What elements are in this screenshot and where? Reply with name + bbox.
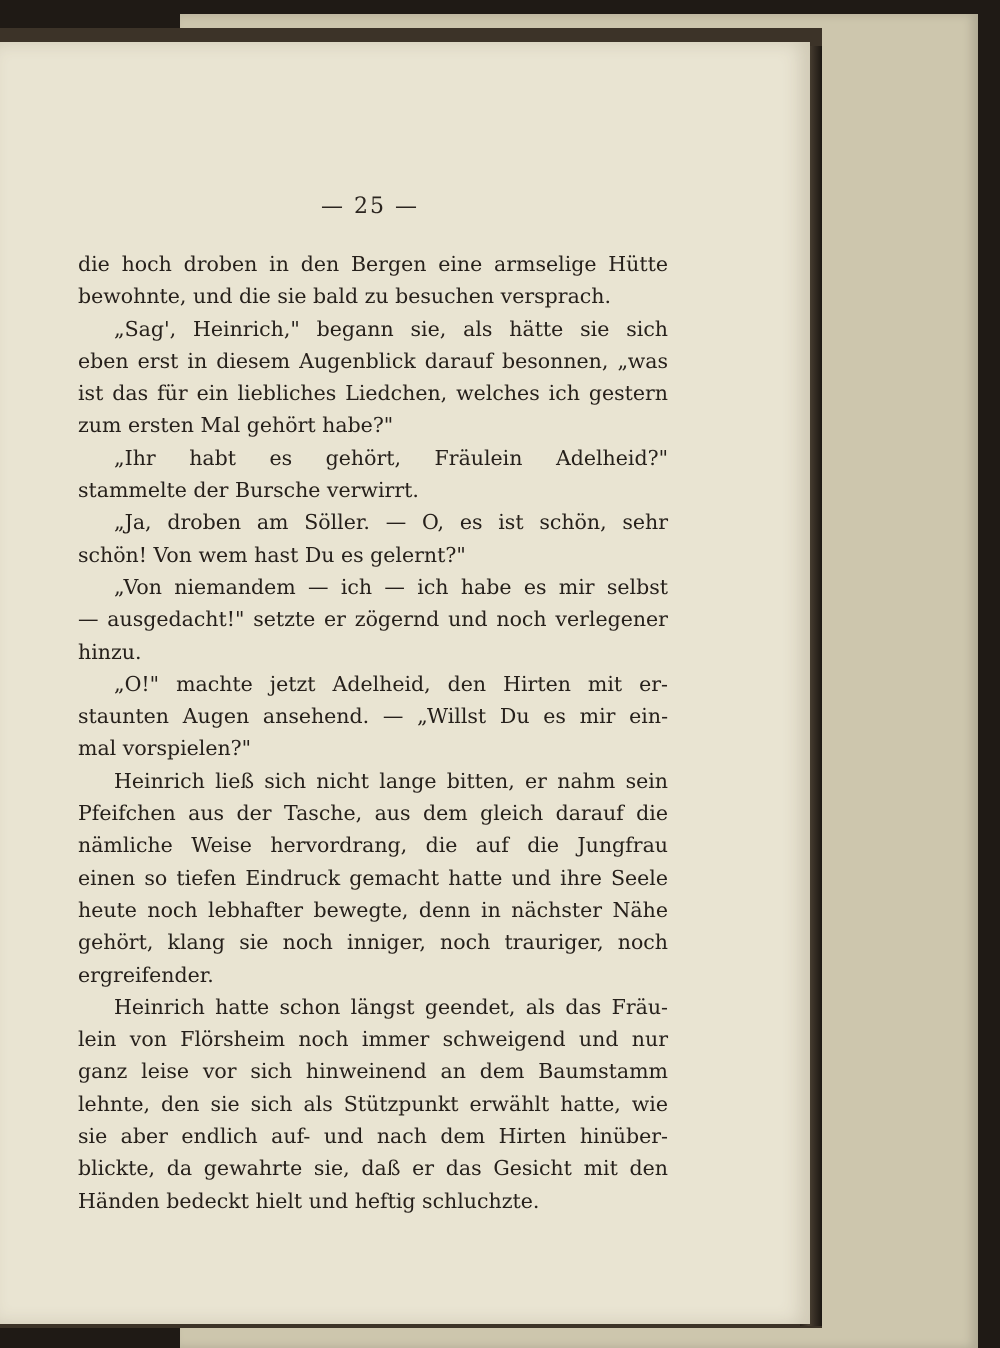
text-line: Händen bedeckt hielt und heftig schluchzte. [78, 1188, 540, 1213]
text-line: „Sag', Heinrich," begann sie, als hätte sie sich [114, 316, 668, 341]
text-line: — ausgedacht!" setzte er zögernd und noch verlegener [78, 607, 668, 632]
text-line: ganz leise vor sich hinweinend an dem Baumstamm [78, 1059, 668, 1084]
text-line: einen so tiefen Eindruck gemacht hatte und ihre Seele [78, 865, 668, 890]
text-line: staunten Augen ansehend. — „Willst Du es mir ein- [78, 704, 668, 729]
text-line: stammelte der Bursche verwirrt. [78, 478, 419, 503]
text-line: schön! Von wem hast Du es gelernt?" [78, 542, 466, 567]
text-line: nämliche Weise hervordrang, die auf die Jungfrau [78, 833, 668, 858]
text-line: „O!" machte jetzt Adelheid, den Hirten mit er- [114, 671, 668, 696]
text-line: sie aber endlich auf- und nach dem Hirten hinüber- [78, 1124, 668, 1149]
text-line: ist das für ein liebliches Liedchen, welches ich gestern [78, 381, 668, 406]
text-line: ergreifender. [78, 962, 214, 987]
text-line: eben erst in diesem Augenblick darauf besonnen, „was [78, 348, 668, 373]
body-text [78, 248, 668, 1217]
text-line: heute noch lebhafter bewegte, denn in nächster Nähe [78, 897, 668, 922]
text-line: gehört, klang sie noch inniger, noch trauriger, noch [78, 930, 668, 955]
text-line: blickte, da gewahrte sie, daß er das Gesicht mit den [78, 1156, 668, 1181]
text-line: „Ihr habt es gehört, Fräulein Adelheid?" [114, 445, 668, 470]
text-line: mal vorspielen?" [78, 736, 252, 761]
text-line: Heinrich ließ sich nicht lange bitten, er nahm sein [114, 768, 668, 793]
text-line: Pfeifchen aus der Tasche, aus dem gleich darauf die [78, 801, 668, 826]
text-line: bewohnte, und die sie bald zu besuchen versprach. [78, 284, 611, 309]
text-line: „Von niemandem — ich — ich habe es mir selbst [114, 574, 668, 599]
text-line: lein von Flörsheim noch immer schweigend und nur [78, 1027, 668, 1052]
page-number: — 25 — [321, 194, 419, 219]
book-page [0, 42, 810, 1324]
text-line: zum ersten Mal gehört habe?" [78, 413, 394, 438]
text-line: lehnte, den sie sich als Stützpunkt erwählt hatte, wie [78, 1091, 668, 1116]
text-line: hinzu. [78, 639, 142, 664]
text-line: Heinrich hatte schon längst geendet, als das Fräu- [114, 994, 668, 1019]
text-line: „Ja, droben am Söller. — O, es ist schön, sehr [114, 510, 668, 535]
text-line: die hoch droben in den Bergen eine armselige Hütte [78, 252, 668, 276]
